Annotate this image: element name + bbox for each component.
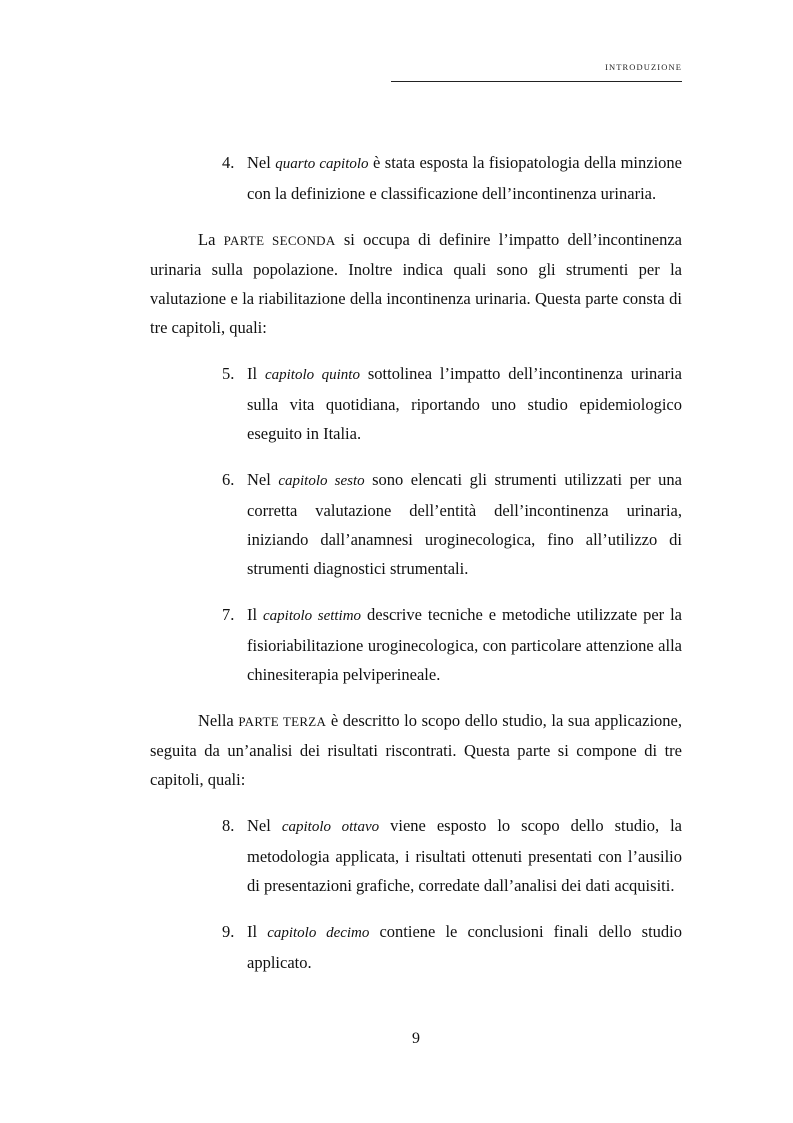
para-post: è descritto lo scopo dello studio, la sua applicazione, seguita da un’analisi dei risultati riscontrati. Questa parte si compone di tre capitoli, quali: [150, 711, 682, 789]
item-text-pre: Il [247, 364, 265, 383]
list-number: 6. [222, 470, 235, 489]
item-text-pre: Nel [247, 816, 282, 835]
item-text-italic: capitolo quinto [264, 367, 360, 383]
list-item-5 [150, 359, 682, 448]
item-text-italic: quarto capitolo [275, 156, 369, 172]
paragraph-parte-terza [150, 706, 682, 794]
running-header [391, 62, 682, 82]
list-item-6 [150, 465, 682, 583]
list-number: 9. [222, 922, 235, 941]
list-item-4 [150, 148, 682, 208]
item-text-pre: Nel [247, 470, 279, 489]
para-pre: La [198, 230, 224, 249]
para-pre: Nella [198, 711, 239, 730]
para-smallcaps: PARTE TERZA [238, 714, 327, 729]
header-rule [391, 81, 682, 82]
item-text-italic: capitolo sesto [278, 473, 365, 489]
page-number: 9 [412, 1030, 420, 1047]
item-text-post: è stata esposta la fisiopatologia della minzione con la definizione e classificazione dell’incontinenza urinaria. [247, 153, 682, 203]
list-number: 8. [222, 816, 235, 835]
item-text-post: sono elencati gli strumenti utilizzati per una corretta valutazione dell’entità dell’incontinenza urinaria, iniziando dall’anamnesi uroginecologica, fino all’utilizzo di strumenti diagnostici strumentali. [247, 470, 682, 578]
page-body [150, 148, 682, 977]
list-item-8 [150, 811, 682, 900]
item-text-post: contiene le conclusioni finali dello studio applicato. [247, 922, 682, 972]
item-text-pre: Nel [247, 153, 276, 172]
list-item-7 [150, 600, 682, 689]
header-title: INTRODUZIONE [605, 62, 682, 72]
item-text-post: viene esposto lo scopo dello studio, la metodologia applicata, i risultati ottenuti presentati con l’ausilio di presentazioni grafiche, corredate dall’analisi dei dati acquisiti. [247, 816, 682, 895]
item-text-pre: Il [247, 605, 264, 624]
list-number: 7. [222, 605, 235, 624]
item-text-italic: capitolo ottavo [281, 819, 380, 835]
item-text-pre: Il [247, 922, 268, 941]
item-text-post: sottolinea l’impatto dell’incontinenza urinaria sulla vita quotidiana, riportando uno studio epidemiologico eseguito in Italia. [247, 364, 682, 443]
para-post: si occupa di definire l’impatto dell’incontinenza urinaria sulla popolazione. Inoltre indica quali sono gli strumenti per la valutazione e la riabilitazione della incontinenza urinaria. Questa parte consta di tre capitoli, quali: [150, 230, 683, 337]
item-text-italic: capitolo settimo [263, 608, 362, 624]
paragraph-parte-seconda [150, 225, 682, 342]
list-number: 4. [222, 153, 235, 172]
list-number: 5. [222, 364, 235, 383]
list-item-9 [150, 917, 682, 977]
para-smallcaps: PARTE SECONDA [223, 233, 336, 248]
item-text-post: descrive tecniche e metodiche utilizzate per la fisioriabilitazione uroginecologica, con particolare attenzione alla chinesiterapia pelviperineale. [247, 605, 682, 684]
item-text-italic: capitolo decimo [267, 925, 370, 941]
